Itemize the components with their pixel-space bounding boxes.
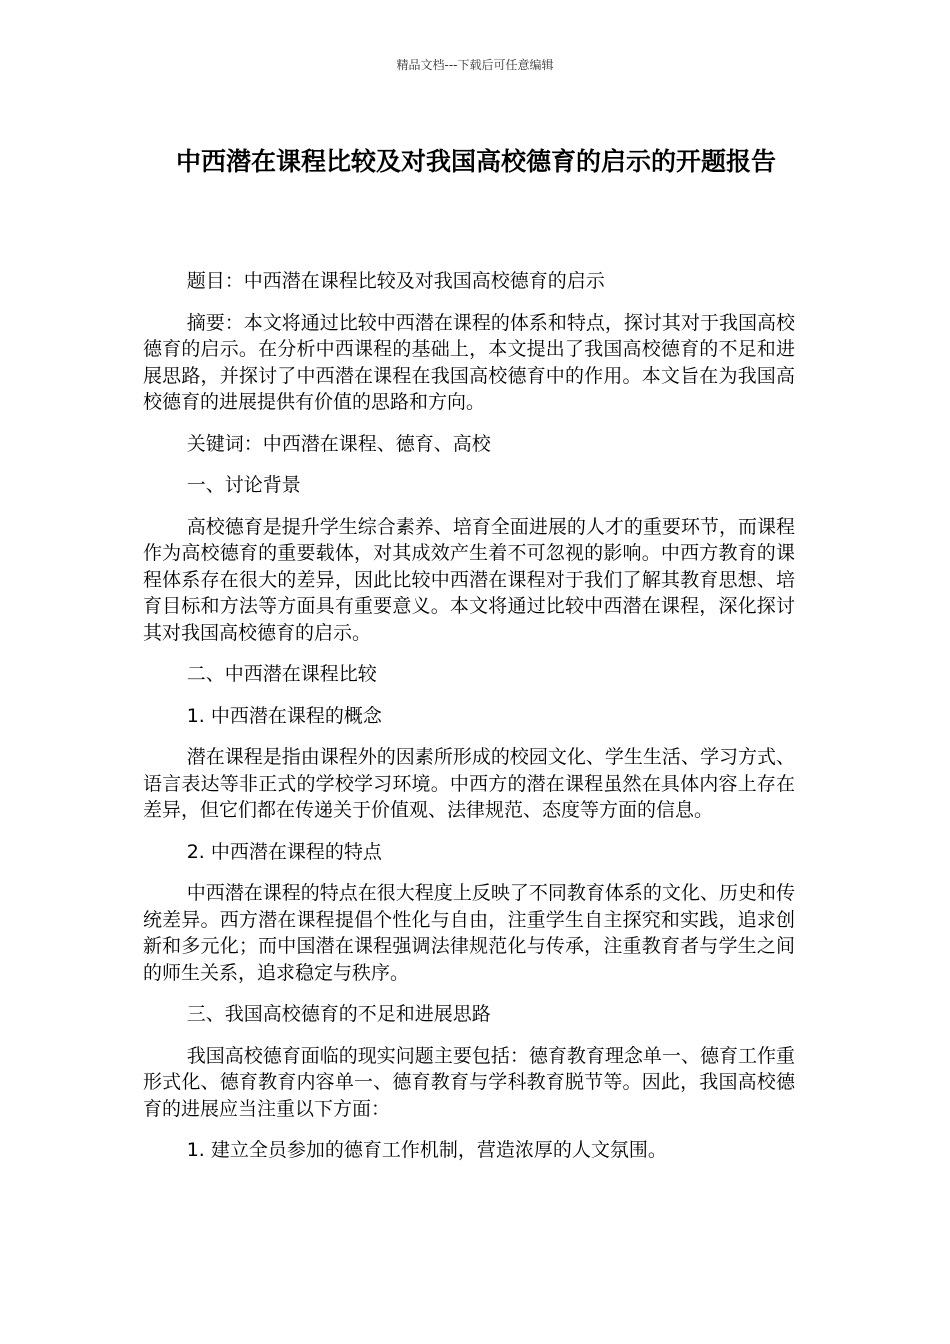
subheading-concept: 1. 中西潜在课程的概念 — [186, 704, 382, 727]
paragraph-topic: 题目：中西潜在课程比较及对我国高校德育的启示 — [186, 270, 605, 292]
paragraph-features: 中西潜在课程的特点在很大程度上反映了不同教育体系的文化、历史和传统差异。西方潜在课程提倡个性化与自由，注重学生自主探究和实践，追求创新和多元化；而中国潜在课程强调法律规范化与传承，注重教育者与学生之间的师生关系，追求稳定与秩序。 — [143, 882, 795, 984]
section-heading-comparison: 二、中西潜在课程比较 — [186, 663, 377, 685]
section-heading-background: 一、讨论背景 — [186, 474, 301, 496]
list-item-mechanism: 1. 建立全员参加的德育工作机制，营造浓厚的人文氛围。 — [186, 1139, 667, 1161]
paragraph-shortcomings: 我国高校德育面临的现实问题主要包括：德育教育理念单一、德育工作重形式化、德育教育内容单一、德育教育与学科教育脱节等。因此，我国高校德育的进展应当注重以下方面： — [143, 1044, 795, 1120]
paragraph-keywords: 关键词：中西潜在课程、德育、高校 — [186, 432, 491, 455]
document-title: 中西潜在课程比较及对我国高校德育的启示的开题报告 — [175, 147, 776, 176]
page-header: 精品文档---下载后可任意编辑 — [396, 58, 554, 72]
subheading-features: 2. 中西潜在课程的特点 — [186, 840, 382, 863]
section-heading-shortcomings: 三、我国高校德育的不足和进展思路 — [186, 1003, 491, 1025]
paragraph-background: 高校德育是提升学生综合素养、培育全面进展的人才的重要环节，而课程作为高校德育的重要载体，对其成效产生着不可忽视的影响。中西方教育的课程体系存在很大的差异，因此比较中西潜在课程对于我们了解其教育思想、培育目标和方法等方面具有重要意义。本文将通过比较中西潜在课程，深化探讨其对我国高校德育的启示。 — [143, 515, 795, 644]
paragraph-concept: 潜在课程是指由课程外的因素所形成的校园文化、学生生活、学习方式、语言表达等非正式的学校学习环境。中西方的潜在课程虽然在具体内容上存在差异，但它们都在传递关于价值观、法律规范、态度等方面的信息。 — [143, 746, 795, 821]
paragraph-abstract: 摘要：本文将通过比较中西潜在课程的体系和特点，探讨其对于我国高校德育的启示。在分析中西课程的基础上，本文提出了我国高校德育的不足和进展思路，并探讨了中西潜在课程在我国高校德育中的作用。本文旨在为我国高校德育的进展提供有价值的思路和方向。 — [143, 311, 795, 413]
document-body — [143, 268, 795, 1179]
